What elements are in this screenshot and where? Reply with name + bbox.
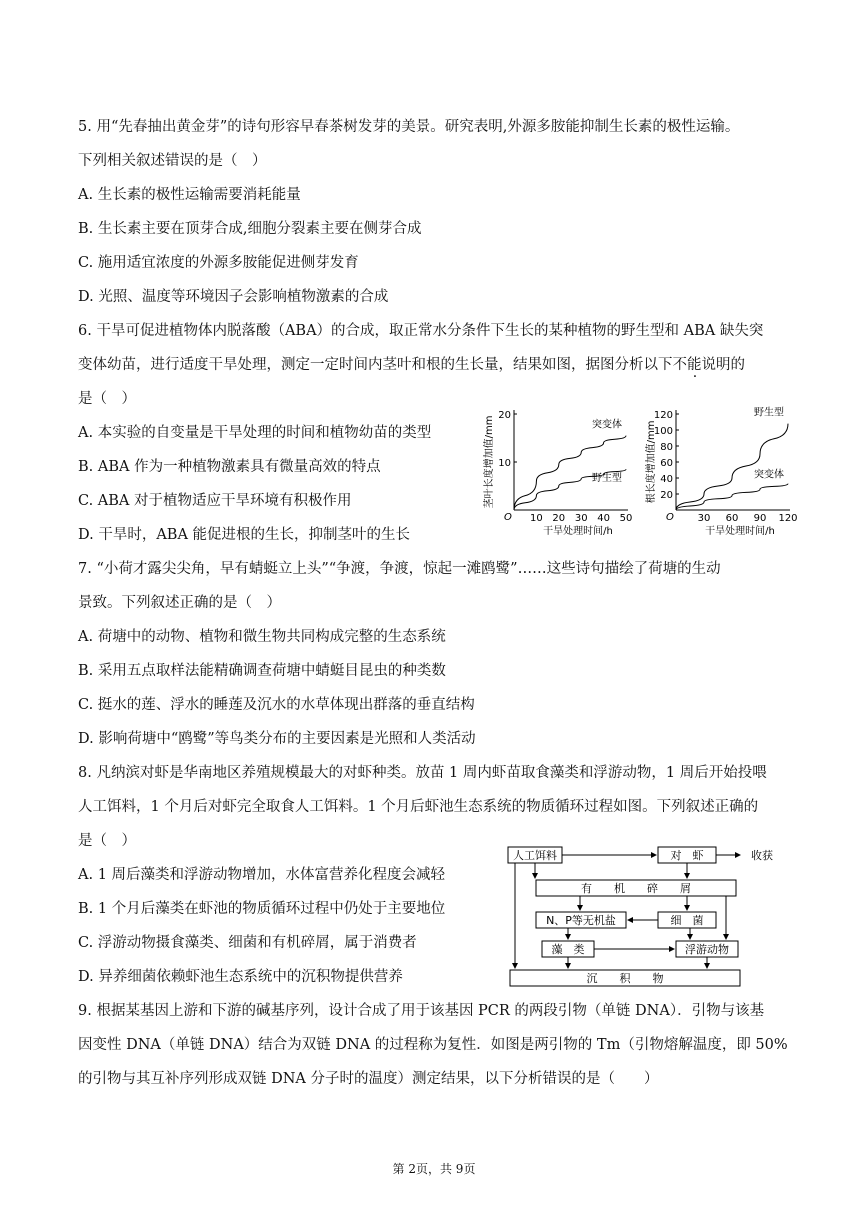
q5-stem-line2: 下列相关叙述错误的是（ ） xyxy=(78,153,267,169)
chart2-series-line xyxy=(676,424,788,510)
q6-stem-line2c: 说明的 xyxy=(701,357,745,373)
q5-option-d: D. 光照、温度等环境因子会影响植物激素的合成 xyxy=(78,289,389,305)
q8-option-a: A. 1 周后藻类和浮游动物增加，水体富营养化程度会减轻 xyxy=(78,867,446,883)
chart1-x-tick: 50 xyxy=(619,513,633,524)
chart2-x-tick: 60 xyxy=(725,513,739,524)
chart1-xlabel: 干旱处理时间/h xyxy=(543,526,613,537)
q6-option-a: A. 本实验的自变量是干旱处理的时间和植物幼苗的类型 xyxy=(78,425,432,441)
chart2-y-tick: 20 xyxy=(660,490,673,501)
q9-stem-line2: 因变性 DNA（单链 DNA）结合为双链 DNA 的过程称为复性．如图是两引物的 Tm（引物熔解温度，即 50% xyxy=(78,1037,788,1053)
chart2-ylabel: 根长度增加值/mm xyxy=(646,420,657,504)
q8-option-c: C. 浮游动物摄食藻类、细菌和有机碎屑，属于消费者 xyxy=(78,935,417,951)
chart1-y-tick: 10 xyxy=(498,458,511,469)
q5-option-c: C. 施用适宜浓度的外源多胺能促进侧芽发育 xyxy=(78,255,359,271)
chart2-y-tick: 120 xyxy=(653,410,673,421)
q6-chart-root xyxy=(640,402,800,542)
label-algae: 藻 类 xyxy=(551,943,585,956)
q6-stem-line1: 6. 干旱可促进植物体内脱落酸（ABA）的合成，取正常水分条件下生长的某种植物的野生型和 ABA 缺失突 xyxy=(78,323,764,339)
q5-option-a: A. 生长素的极性运输需要消耗能量 xyxy=(78,187,301,203)
label-shrimp: 对 虾 xyxy=(670,849,704,862)
q7-option-c: C. 挺水的莲、浮水的睡莲及沉水的水草体现出群落的垂直结构 xyxy=(78,697,475,713)
q7-stem-line2: 景致。下列叙述正确的是（ ） xyxy=(78,595,281,611)
label-detritus: 有 机 碎 屑 xyxy=(581,882,691,895)
q6-option-b: B. ABA 作为一种植物激素具有微量高效的特点 xyxy=(78,459,381,475)
q5-stem-line1: 5. 用“先春抽出黄金芽”的诗句形容早春茶树发芽的美景。研究表明,外源多胺能抑制生长素的极性运输。 xyxy=(78,119,740,135)
chart1-series-label: 野生型 xyxy=(592,473,622,485)
chart2-y-tick: 60 xyxy=(660,458,673,469)
chart2-series-label: 突变体 xyxy=(754,469,784,481)
label-zooplankton: 浮游动物 xyxy=(685,943,729,956)
q7-stem-line1: 7. “小荷才露尖尖角，早有蜻蜓立上头”“争渡，争渡，惊起一滩鸥鹭”……这些诗句描绘了荷塘的生动 xyxy=(78,561,721,577)
chart1-origin: O xyxy=(504,512,512,523)
q8-cycle-diagram xyxy=(500,840,800,990)
q8-option-b: B. 1 个月后藻类在虾池的物质循环过程中仍处于主要地位 xyxy=(78,901,446,917)
q6-option-d: D. 干旱时，ABA 能促进根的生长，抑制茎叶的生长 xyxy=(78,527,411,543)
chart2-x-tick: 120 xyxy=(778,513,798,524)
q6-stem-line2 xyxy=(78,355,745,375)
chart1-x-tick: 20 xyxy=(552,513,566,524)
label-bacteria: 细 菌 xyxy=(670,914,704,927)
label-sediment: 沉 积 物 xyxy=(586,972,664,985)
q8-option-d: D. 异养细菌依赖虾池生态系统中的沉积物提供营养 xyxy=(78,969,403,985)
q8-stem-line2: 人工饵料，1 个月后对虾完全取食人工饵料。1 个月后虾池生态系统的物质循环过程如图。下列叙述正确的 xyxy=(78,799,759,815)
q9-stem-line3: 的引物与其互补序列形成双链 DNA 分子时的温度）测定结果，以下分析错误的是（ ） xyxy=(78,1071,659,1087)
label-feed: 人工饵料 xyxy=(513,849,557,862)
chart1-ylabel: 茎叶长度增加值/mm xyxy=(484,415,495,509)
chart1-x-tick: 10 xyxy=(530,513,543,524)
q7-option-b: B. 采用五点取样法能精确调查荷塘中蜻蜓目昆虫的种类数 xyxy=(78,663,446,679)
q7-option-d: D. 影响荷塘中“鸥鹭”等鸟类分布的主要因素是光照和人类活动 xyxy=(78,731,476,747)
chart1-y-tick: 20 xyxy=(498,410,511,421)
q7-option-a: A. 荷塘中的动物、植物和微生物共同构成完整的生态系统 xyxy=(78,629,446,645)
chart1-series-label: 突变体 xyxy=(592,419,622,431)
q8-stem-line3: 是（ ） xyxy=(78,833,136,849)
q6-chart-stem-leaf xyxy=(478,402,638,542)
chart1-x-tick: 30 xyxy=(574,513,588,524)
chart2-y-tick: 100 xyxy=(653,426,673,437)
label-inorganic: N、P等无机盐 xyxy=(546,914,616,927)
chart2-origin: O xyxy=(666,512,674,523)
q9-stem-line1: 9. 根据某基因上游和下游的碱基序列，设计合成了用于该基因 PCR 的两段引物（单链 DNA）．引物与该基 xyxy=(78,1003,765,1019)
chart2-xlabel: 干旱处理时间/h xyxy=(705,526,775,537)
q6-option-c: C. ABA 对于植物适应干旱环境有积极作用 xyxy=(78,493,352,509)
chart2-series-label: 野生型 xyxy=(754,407,784,419)
q6-emphasis-char: 能 xyxy=(687,357,702,373)
q6-stem-line2a: 变体幼苗，进行适度干旱处理，测定一定时间内茎叶和根的生长量，结果如图，据图分析以下不 xyxy=(78,357,687,373)
chart2-x-tick: 90 xyxy=(753,513,767,524)
q6-stem-line3: 是（ ） xyxy=(78,391,136,407)
chart2-x-tick: 30 xyxy=(697,513,711,524)
chart2-y-tick: 80 xyxy=(660,442,673,453)
page-footer: 第 2页，共 9页 xyxy=(392,1162,476,1176)
chart2-y-tick: 40 xyxy=(660,474,673,485)
label-harvest: 收获 xyxy=(751,849,773,862)
chart2-series-line xyxy=(676,484,788,510)
q8-stem-line1: 8. 凡纳滨对虾是华南地区养殖规模最大的对虾种类。放苗 1 周内虾苗取食藻类和浮游动物，1 周后开始投喂 xyxy=(78,765,767,781)
q5-option-b: B. 生长素主要在顶芽合成,细胞分裂素主要在侧芽合成 xyxy=(78,221,422,237)
chart1-x-tick: 40 xyxy=(597,513,610,524)
